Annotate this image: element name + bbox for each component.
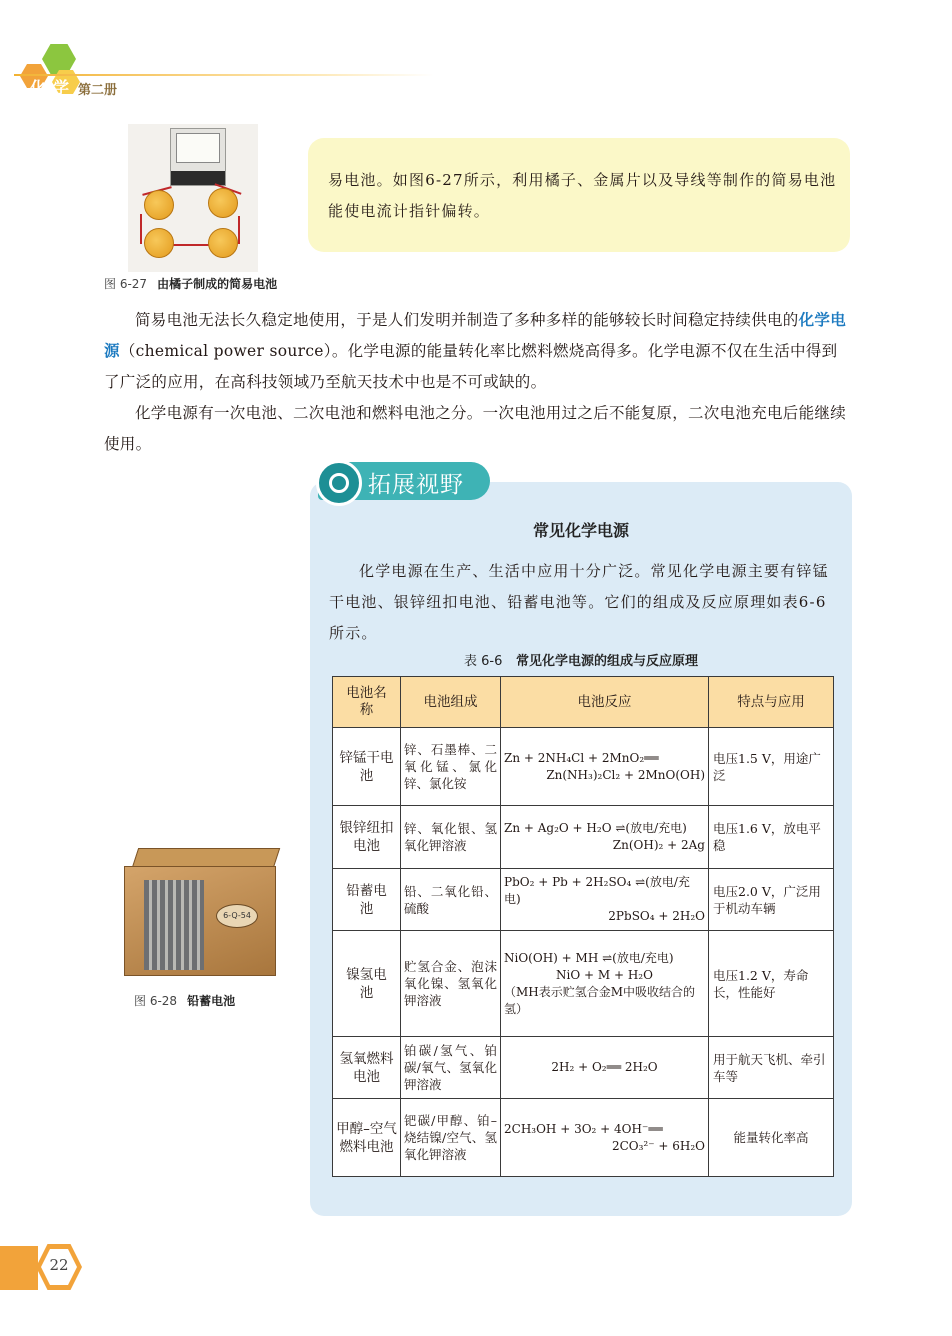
battery-name: 氢氧燃料电池 [333,1037,401,1099]
body-paragraph-1: 简易电池无法长久稳定地使用，于是人们发明并制造了多种多样的能够较长时间稳定持续供电的化学电源（chemical power source）。化学电源的能量转化率比燃料燃烧高得多。化学电源不仅在生活中得到了广泛的应用，在高科技领域乃至航天技术中也是不可或缺的。 [104,311,847,391]
table-row [333,1099,834,1177]
battery-reaction: NiO(OH) + MH ⇌(放电/充电) NiO + M + H₂O （MH表示贮氢合金M中吸收结合的氢） [501,931,709,1037]
battery-feature: 电压1.6 V，放电平稳 [709,806,834,869]
page-number: 22 [49,1256,69,1274]
table-row [333,806,834,869]
battery-cutaway [144,880,204,970]
battery-label: 6-Q-54 [216,904,258,928]
battery-feature: 用于航天飞机、牵引车等 [709,1037,834,1099]
battery-feature: 电压1.5 V，用途广泛 [709,728,834,806]
orange-1 [144,190,174,220]
battery-name: 镍氢电池 [333,931,401,1037]
orange-battery-photo [128,124,258,272]
orange-3 [144,228,174,258]
battery-reaction: Zn + 2NH₄Cl + 2MnO₂══ Zn(NH₃)₂Cl₂ + 2MnO(OH) [501,728,709,806]
table-6-6-caption: 表 6-6 常见化学电源的组成与反应原理 [464,654,698,669]
expand-article-text: 化学电源在生产、生活中应用十分广泛。常见化学电源主要有锌锰干电池、银锌纽扣电池、铅蓄电池等。它们的组成及反应原理如表6-6所示。 [329,562,829,642]
battery-reaction: 2H₂ + O₂══ 2H₂O [501,1037,709,1099]
table-header-row [333,677,834,728]
expand-article-title: 常见化学电源 [532,521,629,540]
battery-feature: 电压2.0 V，广泛用于机动车辆 [709,869,834,931]
expand-vision-title: 拓展视野 [368,472,464,498]
table-header-cell: 电池反应 [501,677,709,728]
battery-name: 铅蓄电池 [333,869,401,931]
battery-reaction: Zn + Ag₂O + H₂O ⇌(放电/充电) Zn(OH)₂ + 2Ag [501,806,709,869]
body-paragraph-2: 化学电源有一次电池、二次电池和燃料电池之分。一次电池用过之后不能复原，二次电池充电后能继续使用。 [104,404,847,453]
battery-composition: 铅、二氧化铅、硫酸 [401,869,501,931]
battery-name: 锌锰干电池 [333,728,401,806]
table-header-cell: 电池名称 [333,677,401,728]
subject-title: 化 学 [30,78,71,97]
table-row [333,931,834,1037]
battery-table [332,676,834,1177]
hexagon-decoration-green [42,44,76,74]
table-header-cell: 电池组成 [401,677,501,728]
orange-2 [208,188,238,218]
figure-6-27-caption: 图 6-27 由橘子制成的简易电池 [104,277,278,291]
orange-4 [208,228,238,258]
battery-composition: 锌、氧化银、氢氧化钾溶液 [401,806,501,869]
figure-6-28-caption: 图 6-28 铅蓄电池 [134,994,236,1008]
table-row [333,728,834,806]
table-row [333,1037,834,1099]
battery-reaction: PbO₂ + Pb + 2H₂SO₄ ⇌(放电/充电) 2PbSO₄ + 2H₂O [501,869,709,931]
callout-text: 易电池。如图6-27所示，利用橘子、金属片以及导线等制作的简易电池能使电流计指针偏转。 [328,171,837,220]
battery-name: 甲醇–空气燃料电池 [333,1099,401,1177]
battery-feature: 电压1.2 V，寿命长，性能好 [709,931,834,1037]
book-title: 第二册 [78,83,118,98]
battery-reaction: 2CH₃OH + 3O₂ + 4OH⁻══ 2CO₃²⁻ + 6H₂O [501,1099,709,1177]
header-rule [14,74,434,76]
eye-icon [316,460,362,506]
key-term: 化学电源 [104,311,847,360]
battery-composition: 铂碳/氢气、铂碳/氧气、氢氧化钾溶液 [401,1037,501,1099]
footer-bar [0,1246,38,1290]
battery-composition: 贮氢合金、泡沫氧化镍、氢氧化钾溶液 [401,931,501,1037]
battery-composition: 钯碳/甲醇、铂–烧结镍/空气、氢氧化钾溶液 [401,1099,501,1177]
table-row [333,869,834,931]
battery-name: 银锌纽扣电池 [333,806,401,869]
table-header-cell: 特点与应用 [709,677,834,728]
battery-feature: 能量转化率高 [709,1099,834,1177]
battery-composition: 锌、石墨棒、二氧化锰、氯化锌、氯化铵 [401,728,501,806]
galvanometer [170,128,226,186]
lead-acid-battery-photo [120,840,282,976]
